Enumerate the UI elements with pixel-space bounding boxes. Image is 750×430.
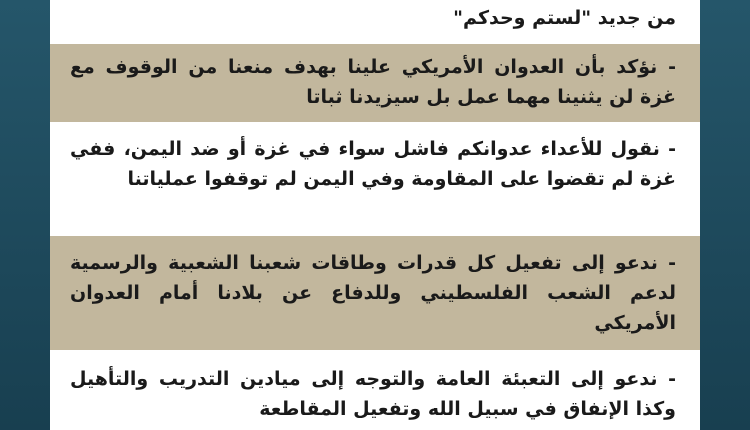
paragraph-2: - نقول للأعداء عدوانكم فاشل سواء في غزة أو ضد اليمن، ففي غزة لم تقضوا على المقاومة وفي اليمن لم توقفوا عملياتنا bbox=[50, 122, 700, 236]
paragraph-1: - نؤكد بأن العدوان الأمريكي علينا بهدف منعنا من الوقوف مع غزة لن يثنينا مهما عمل بل سيزيدنا ثباتا bbox=[50, 44, 700, 122]
paragraph-4: - ندعو إلى التعبئة العامة والتوجه إلى ميادين التدريب والتأهيل وكذا الإنفاق في سبيل الله وتفعيل المقاطعة bbox=[50, 350, 700, 430]
background-left-strip bbox=[0, 0, 50, 430]
paragraph-3: - ندعو إلى تفعيل كل قدرات وطاقات شعبنا الشعبية والرسمية لدعم الشعب الفلسطيني وللدفاع عن بلادنا أمام العدوان الأمريكي bbox=[50, 236, 700, 350]
statement-panel bbox=[50, 0, 700, 430]
paragraph-0: من جديد "لستم وحدكم" bbox=[50, 0, 700, 44]
background-right-strip bbox=[700, 0, 750, 430]
